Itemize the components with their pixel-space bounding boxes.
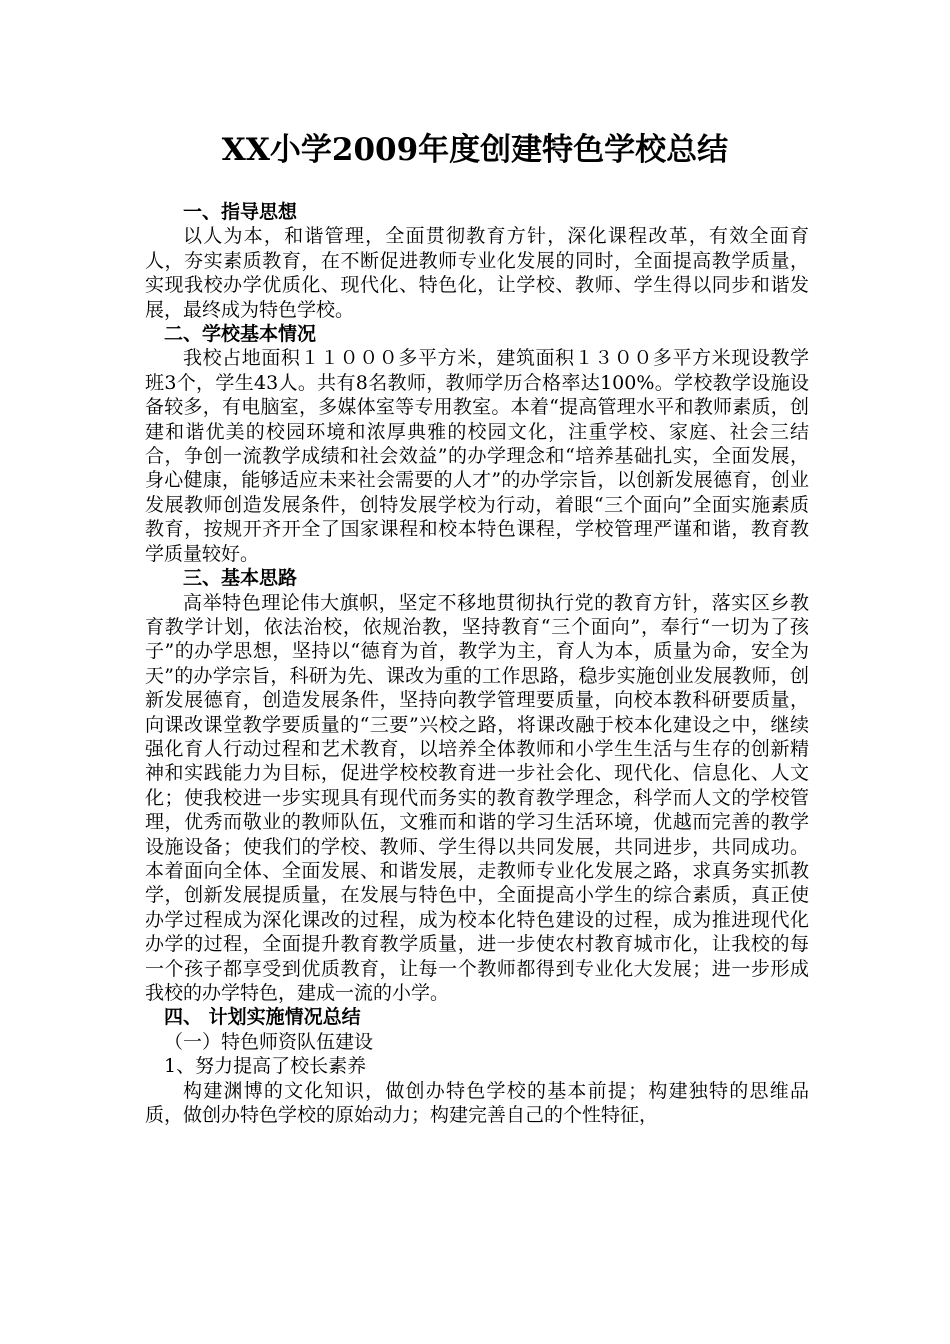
page-title: XX小学2009年度创建特色学校总结 bbox=[221, 132, 729, 168]
paragraph-school-basics: 我校占地面积１１０００多平方米，建筑面积１３００多平方米现设教学班3个，学生43人。共有8名教师，教师学历合格率达100%。学校教学设施设备较多，有电脑室，多媒体室等专用教室。本着“提高管理水平和教师素质，创建和谐优美的校园环境和浓厚典雅的校园文化，注重学校、家庭、社会三结合，争创一流教学成绩和社会效益”的办学理念和“培养基础扎实，全面发展，身心健康，能够适应未来社会需要的人才”的办学宗旨，以创新发展德育，创业发展教师创造发展条件，创特发展学校为行动，着眼“三个面向”全面实施素质教育，按规开齐开全了国家课程和校本特色课程，学校管理严谨和谐，教育教学质量较好。 bbox=[145, 347, 809, 565]
subheading-principal-quality: 1、努力提高了校长素养 bbox=[164, 1055, 367, 1078]
document-body bbox=[145, 200, 809, 1127]
section-heading-guiding-ideology: 一、指导思想 bbox=[183, 201, 298, 223]
section-heading-basic-approach: 三、基本思路 bbox=[183, 567, 298, 590]
paragraph-guiding-ideology: 以人为本，和谐管理，全面贯彻教育方针，深化课程改革，有效全面育人，夯实素质教育，在不断促进教师专业化发展的同时，全面提高教学质量，实现我校办学优质化、现代化、特色化，让学校、教师、学生得以同步和谐发展，最终成为特色学校。 bbox=[145, 225, 809, 321]
section-heading-plan-summary: 四、 计划实施情况总结 bbox=[164, 1006, 361, 1029]
section-heading-school-basics: 二、学校基本情况 bbox=[164, 323, 317, 346]
subheading-teacher-team: （一）特色师资队伍建设 bbox=[164, 1030, 374, 1053]
paragraph-principal-quality: 构建渊博的文化知识，做创办特色学校的基本前提；构建独特的思维品质，做创办特色学校的原始动力；构建完善自己的个性特征， bbox=[145, 1079, 809, 1127]
paragraph-basic-approach: 高举特色理论伟大旗帜，坚定不移地贯彻执行党的教育方针，落实区乡教育教学计划，依法治校，依规治教，坚持教育“三个面向”，奉行“一切为了孩子”的办学思想，坚持以“德育为首，教学为主，育人为本，质量为命，安全为天”的办学宗旨，科研为先、课改为重的工作思路，稳步实施创业发展教师，创新发展德育，创造发展条件，坚持向教学管理要质量，向校本教科研要质量，向课改课堂教学要质量的“三要”兴校之路，将课改融于校本化建设之中，继续强化育人行动过程和艺术教育，以培养全体教师和小学生生活与生存的创新精神和实践能力为目标，促进学校校教育进一步社会化、现代化、信息化、人文化；使我校进一步实现具有现代而务实的教育教学理念，科学而人文的学校管理，优秀而敬业的教师队伍，文雅而和谐的学习生活环境，优越而完善的教学设施设备；使我们的学校、教师、学生得以共同发展，共同进步，共同成功。本着面向全体、全面发展、和谐发展，走教师专业化发展之路，求真务实抓教学，创新发展提质量，在发展与特色中，全面提高小学生的综合素质，真正使办学过程成为深化课改的过程，成为校本化特色建设的过程，成为推进现代化办学的过程，全面提升教育教学质量，进一步使农村教育城市化，让我校的每一个孩子都享受到优质教育，让每一个教师都得到专业化大发展；进一步形成我校的办学特色，建成一流的小学。 bbox=[145, 591, 809, 1004]
